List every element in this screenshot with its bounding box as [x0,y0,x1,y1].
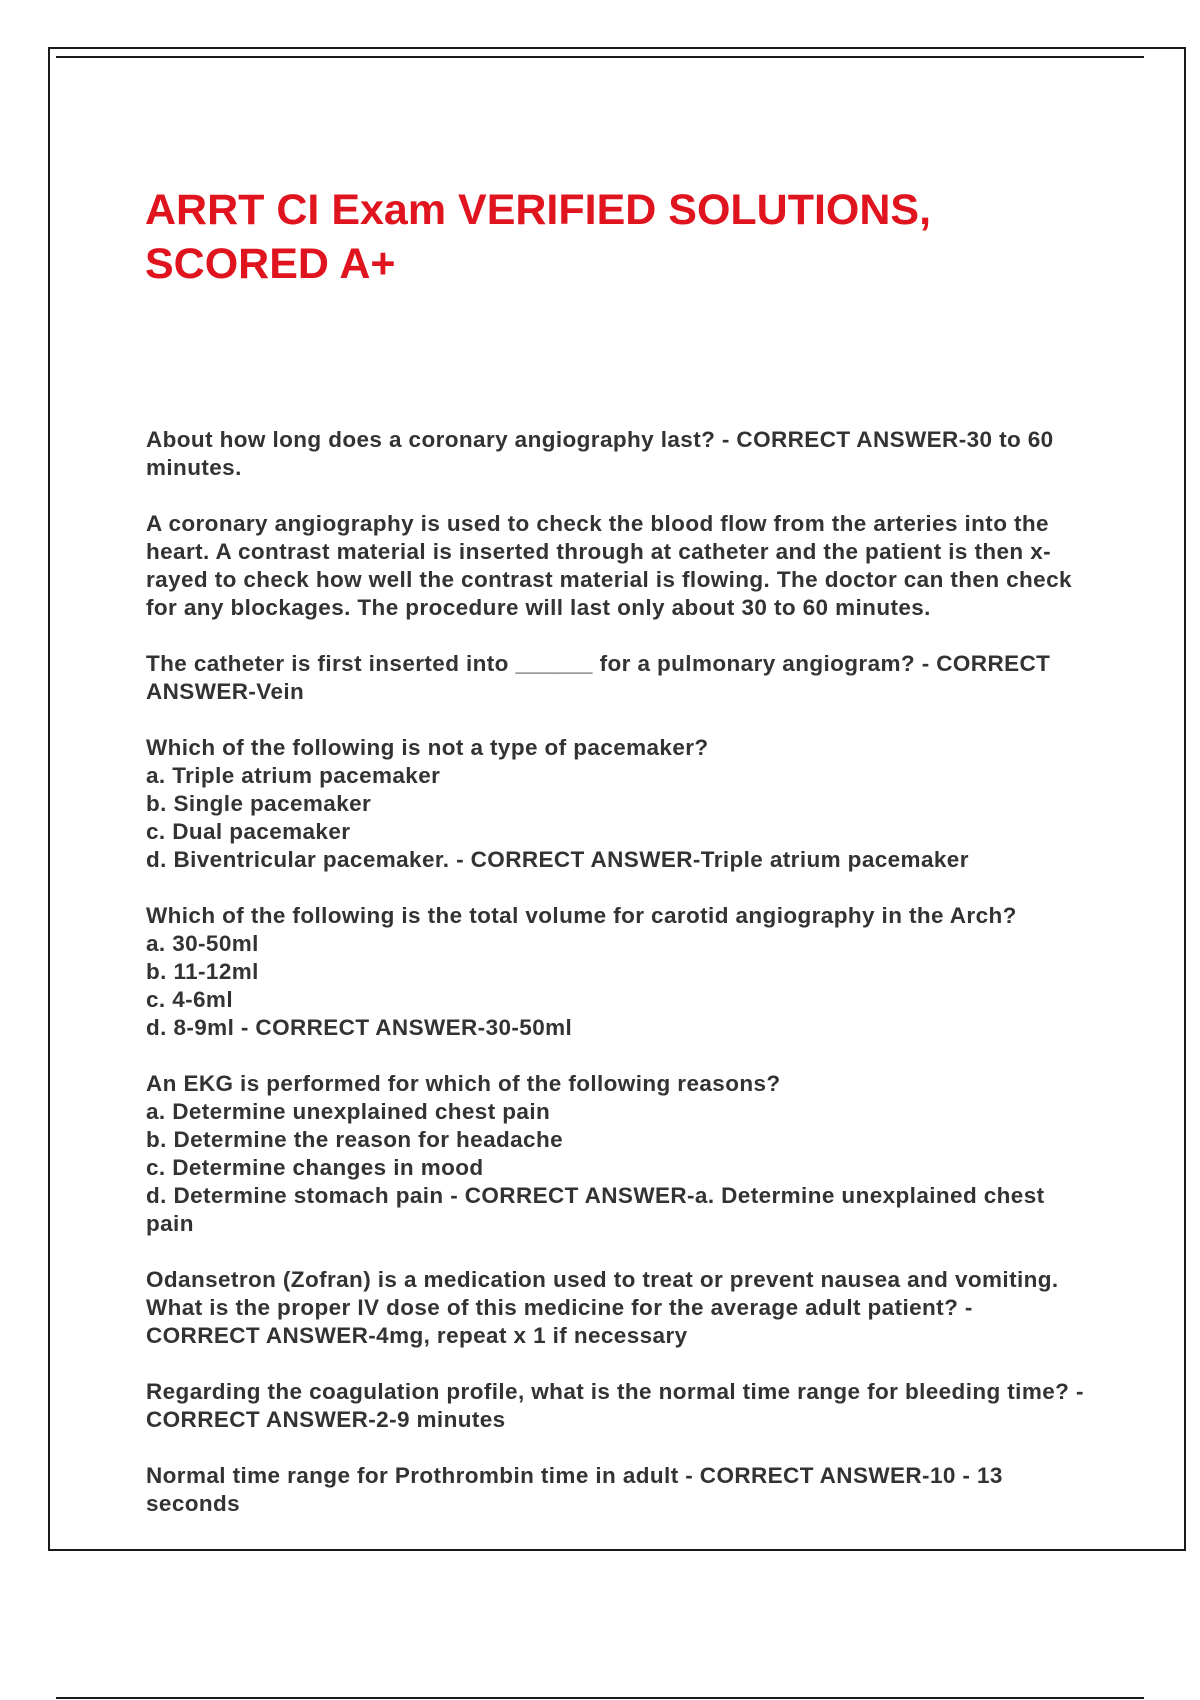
question-text: Which of the following is not a type of pacemaker? [146,735,709,760]
answer-option: c. 4-6ml [146,987,233,1012]
answer-option: b. 11-12ml [146,959,259,984]
answer-option: c. Dual pacemaker [146,819,351,844]
question-text: About how long does a coronary angiography last? - CORRECT ANSWER-30 to 60 minutes. [146,427,1054,480]
qa-item-4 [146,734,1091,874]
answer-option: a. Triple atrium pacemaker [146,763,441,788]
answer-option: d. 8-9ml - CORRECT ANSWER-30-50ml [146,1015,573,1040]
top-rule [56,56,1144,58]
question-text: Regarding the coagulation profile, what is the normal time range for bleeding time? - CORRECT ANSWER-2-9 minutes [146,1379,1084,1432]
question-text: Normal time range for Prothrombin time in adult - CORRECT ANSWER-10 - 13 seconds [146,1463,1003,1516]
answer-option: d. Determine stomach pain - CORRECT ANSWER-a. Determine unexplained chest pain [146,1183,1045,1236]
document-title: ARRT CI Exam VERIFIED SOLUTIONS, SCORED A+ [145,186,932,288]
answer-option: c. Determine changes in mood [146,1155,484,1180]
qa-item-6 [146,1070,1091,1238]
bottom-rule [56,1697,1144,1699]
qa-item-1 [146,426,1091,482]
question-text: The catheter is first inserted into ______ for a pulmonary angiogram? - CORRECT ANSWER-Vein [146,651,1051,704]
question-text: Which of the following is the total volume for carotid angiography in the Arch? [146,903,1017,928]
answer-option: a. Determine unexplained chest pain [146,1099,551,1124]
qa-item-5 [146,902,1091,1042]
qa-list [146,426,1091,1546]
qa-item-9 [146,1462,1091,1518]
qa-item-7 [146,1266,1091,1350]
answer-option: d. Biventricular pacemaker. - CORRECT ANSWER-Triple atrium pacemaker [146,847,969,872]
qa-item-2 [146,510,1091,622]
qa-item-3 [146,650,1091,706]
qa-item-8 [146,1378,1091,1434]
question-text: Odansetron (Zofran) is a medication used to treat or prevent nausea and vomiting. What is the proper IV dose of this medicine for the average adult patient? - CORRECT ANSWER-4mg, repeat x 1 if necessary [146,1267,1059,1348]
answer-option: b. Determine the reason for headache [146,1127,564,1152]
question-text: An EKG is performed for which of the following reasons? [146,1071,781,1096]
answer-option: b. Single pacemaker [146,791,372,816]
answer-option: a. 30-50ml [146,931,259,956]
question-text: A coronary angiography is used to check the blood flow from the arteries into the heart. A contrast material is inserted through at catheter and the patient is then x-rayed to check how well the contrast material is flowing. The doctor can then check for any blockages. The procedure will last only about 30 to 60 minutes. [146,511,1072,620]
